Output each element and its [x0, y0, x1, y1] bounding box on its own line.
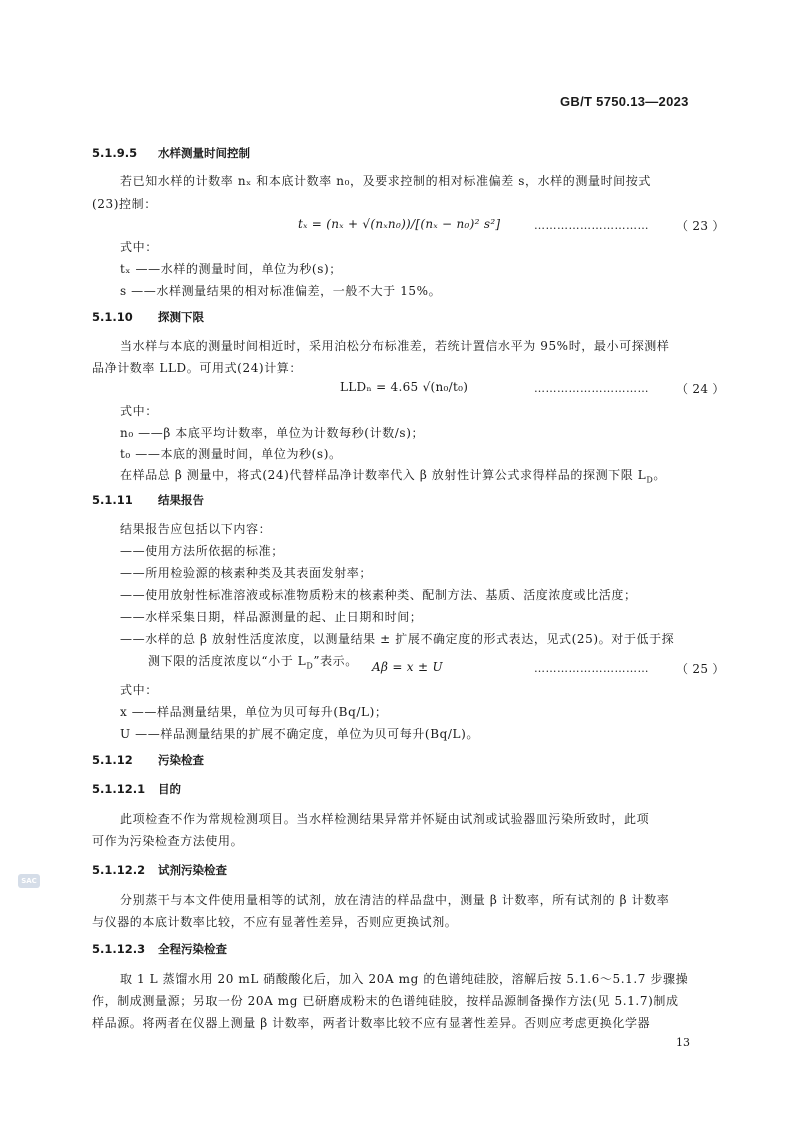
list-text: 测下限的活度浓度以“小于 L: [148, 654, 307, 668]
paragraph-end: 。: [653, 468, 666, 482]
equation-leader-dots: …………………………: [534, 662, 649, 675]
section-number: 5.1.12.3: [92, 942, 146, 956]
section-title: 目的: [158, 782, 181, 796]
paragraph-line: 分别蒸干与本文件使用量相等的试剂，放在清洁的样品盘中，测量 β 计数率，所有试剂的 β 计数率: [120, 893, 670, 907]
where-label: 式中：: [120, 683, 158, 697]
section-heading-5-1-12: [92, 752, 204, 768]
paragraph-line: 结果报告应包括以下内容：: [120, 522, 272, 536]
paragraph-line: 可作为污染检查方法使用。: [92, 834, 244, 848]
subscript: D: [646, 475, 654, 485]
paragraph-line: 品净计数率 LLD。可用式(24)计算：: [92, 361, 303, 375]
paragraph-line: 取 1 L 蒸馏水用 20 mL 硝酸酸化后，加入 20A mg 的色谱纯硅胶，溶解后按 5.1.6～5.1.7 步骤操: [120, 972, 689, 986]
list-item: ——所用检验源的核素种类及其表面发射率；: [120, 566, 373, 580]
equation-number-24: （ 24 ）: [676, 382, 725, 396]
section-number: 5.1.12: [92, 753, 133, 767]
definition-s: s ——水样测量结果的相对标准偏差，一般不大于 15%。: [120, 284, 442, 298]
equation-25: Aβ = x ± U: [372, 660, 443, 674]
definition-t0: t₀ ——本底的测量时间，单位为秒(s)。: [120, 447, 342, 461]
section-title: 结果报告: [158, 493, 204, 507]
standard-number: GB/T 5750.13—2023: [560, 94, 689, 109]
section-title: 全程污染检查: [158, 942, 227, 956]
page-number: 13: [676, 1036, 690, 1049]
section-title: 试剂污染检查: [158, 863, 227, 877]
section-heading-5-1-12-2: [92, 862, 227, 878]
section-heading-5-1-11: [92, 492, 204, 508]
section-title: 探测下限: [158, 310, 204, 324]
sac-watermark-logo: SAC: [18, 874, 40, 888]
list-item: ——水样的总 β 放射性活度浓度，以测量结果 ± 扩展不确定度的形式表达，见式(25)。对于低于探: [120, 632, 675, 646]
definition-U: U ——样品测量结果的扩展不确定度，单位为贝可每升(Bq/L)。: [120, 727, 480, 741]
where-label: 式中：: [120, 404, 158, 418]
section-number: 5.1.12.2: [92, 863, 146, 877]
where-label: 式中：: [120, 240, 158, 254]
section-title: 水样测量时间控制: [158, 146, 250, 160]
equation-number-25: （ 25 ）: [676, 662, 725, 676]
section-heading-5-1-9-5: [92, 145, 250, 161]
equation-24: LLDₙ = 4.65 √(n₀/t₀): [340, 380, 469, 394]
paragraph-line: 若已知水样的计数率 nₓ 和本底计数率 n₀，及要求控制的相对标准偏差 s，水样的测量时间按式: [120, 174, 651, 188]
section-heading-5-1-10: [92, 309, 204, 325]
paragraph-line: 此项检查不作为常规检测项目。当水样检测结果异常并怀疑由试剂或试验器皿污染所致时，此项: [120, 812, 650, 826]
subscript: D: [306, 661, 314, 671]
paragraph-line: [120, 466, 666, 484]
section-number: 5.1.12.1: [92, 782, 146, 796]
equation-23: tₓ = (nₓ + √(nₓn₀))/[(nₓ − n₀)² s²]: [298, 217, 501, 231]
section-heading-5-1-12-3: [92, 941, 227, 957]
definition-n0: n₀ ——β 本底平均计数率，单位为计数每秒(计数/s)；: [120, 426, 425, 440]
section-number: 5.1.10: [92, 310, 133, 324]
list-item: ——使用方法所依据的标准；: [120, 544, 284, 558]
equation-number-23: （ 23 ）: [676, 219, 725, 233]
list-item: ——使用放射性标准溶液或标准物质粉末的核素种类、配制方法、基质、活度浓度或比活度；: [120, 588, 637, 602]
definition-x: x ——样品测量结果，单位为贝可每升(Bq/L)；: [120, 705, 388, 719]
paragraph-line: (23)控制：: [92, 197, 157, 211]
list-end: ”表示。: [313, 654, 358, 668]
equation-leader-dots: …………………………: [534, 382, 649, 395]
paragraph-text: 在样品总 β 测量中，将式(24)代替样品净计数率代入 β 放射性计算公式求得样品的探测下限 L: [120, 468, 647, 482]
paragraph-line: 当水样与本底的测量时间相近时，采用泊松分布标准差，若统计置信水平为 95%时，最小可探测样: [120, 339, 670, 353]
paragraph-line: 样品源。将两者在仪器上测量 β 计数率，两者计数率比较不应有显著性差异。否则应考虑更换化学器: [92, 1016, 651, 1030]
section-number: 5.1.11: [92, 493, 133, 507]
section-number: 5.1.9.5: [92, 146, 138, 160]
equation-leader-dots: …………………………: [534, 219, 649, 232]
definition-tx: tₓ ——水样的测量时间，单位为秒(s)；: [120, 262, 342, 276]
section-title: 污染检查: [158, 753, 204, 767]
paragraph-line: 作，制成测量源；另取一份 20A mg 已研磨成粉末的色谱纯硅胶，按样品源制备操作方法(见 5.1.7)制成: [92, 994, 679, 1008]
list-item: ——水样采集日期，样品源测量的起、止日期和时间；: [120, 610, 423, 624]
section-heading-5-1-12-1: [92, 781, 181, 797]
list-item-continued: [148, 652, 358, 670]
paragraph-line: 与仪器的本底计数率比较，不应有显著性差异，否则应更换试剂。: [92, 915, 458, 929]
